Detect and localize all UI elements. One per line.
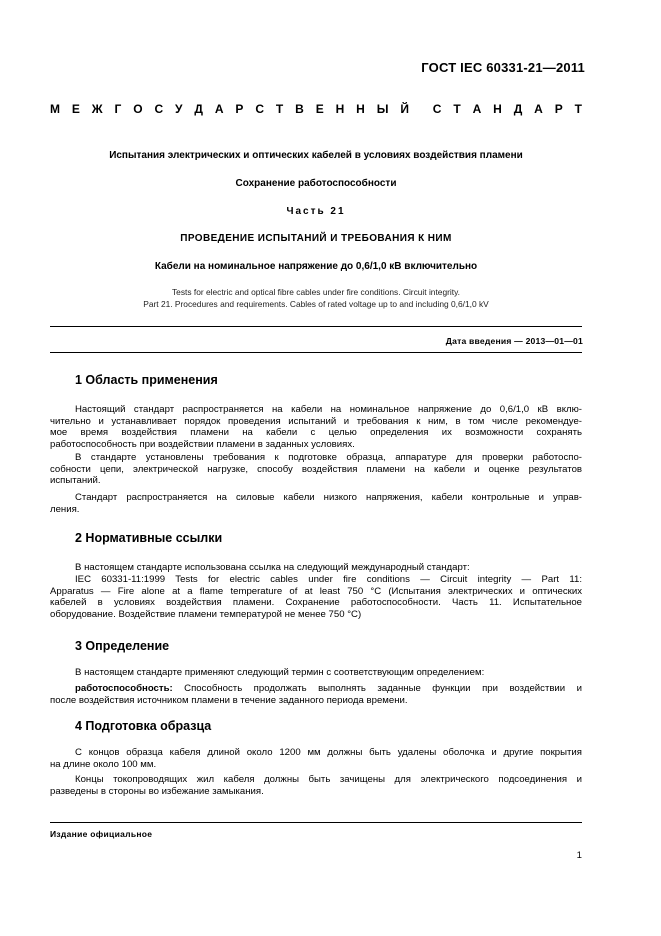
- title-subtitle: Сохранение работоспособности: [235, 178, 397, 189]
- banner-letter: А: [472, 102, 482, 116]
- section-1-paragraph-2: [50, 452, 582, 487]
- banner-letter: М: [50, 102, 60, 116]
- title-divider: [50, 326, 582, 327]
- banner-letter: Г: [114, 102, 122, 116]
- text-line: оборудование. Воздействие пламени температурой не менее 750 °C): [50, 608, 362, 620]
- text-line: Концы токопроводящих жил кабеля должны быть зачищены для электрического подсоединения и: [75, 774, 582, 785]
- banner-letter: Р: [554, 102, 563, 116]
- section-4-paragraph-2: [50, 774, 582, 797]
- banner-letter: Р: [235, 102, 244, 116]
- banner-letter: А: [214, 102, 224, 116]
- section-3-definition: [50, 683, 582, 706]
- text-line: собности цепи, электрической нагрузке, способу воздействия пламени на кабели и оценке результатов: [50, 463, 582, 475]
- banner-letter: С: [255, 102, 264, 116]
- banner-letter: Н: [335, 102, 345, 116]
- text-line: на длине около 100 мм.: [50, 758, 157, 770]
- banner-letter: С: [154, 102, 164, 116]
- banner-letter: Т: [275, 102, 284, 116]
- page-number: 1: [576, 850, 582, 861]
- banner-letter: В: [295, 102, 304, 116]
- text-line: разведены в стороны во избежание замыкания.: [50, 785, 264, 797]
- banner-letter: Н: [493, 102, 502, 116]
- title-part: Часть 21: [286, 206, 346, 217]
- text-line: Стандарт распространяется на силовые кабели низкого напряжения, кабели контрольные и управ-: [75, 492, 582, 503]
- text-line: кабелей в условиях воздействия пламени. Сохранение работоспособности. Часть 11. Испытательное: [50, 597, 582, 608]
- section-1-paragraph-3: [50, 492, 582, 515]
- text-line: IEC 60331-11:1999 Tests for electric cables under fire conditions — Circuit integrity — Part 11:: [75, 574, 582, 585]
- text-line: В стандарте установлены требования к подготовке образца, аппаратуре для проверки работоспо-: [75, 452, 582, 463]
- banner-letter: А: [534, 102, 543, 116]
- banner-letter: Т: [574, 102, 582, 116]
- section-4-heading: 4 Подготовка образца: [75, 719, 212, 733]
- footer-divider: [50, 822, 582, 823]
- text-line: С концов образца кабеля длиной около 1200 мм должны быть удалены оболочка и другие покрытия: [75, 747, 582, 758]
- definition-text: Способность продолжать выполнять заданные функции при воздействии и: [172, 683, 582, 694]
- section-2-paragraph-1: В настоящем стандарте использована ссылка на следующий международный стандарт:: [75, 562, 470, 573]
- banner-letter: С: [432, 102, 442, 116]
- banner-letter: У: [175, 102, 183, 116]
- date-divider: [50, 352, 582, 353]
- banner-letter: Ы: [376, 102, 389, 116]
- section-1-heading: 1 Область применения: [75, 373, 218, 387]
- section-3-heading: 3 Определение: [75, 639, 170, 653]
- banner-letter: О: [133, 102, 143, 116]
- text-line: [50, 683, 582, 695]
- section-1-paragraph-1: [50, 404, 582, 450]
- section-2-heading: 2 Нормативные ссылки: [75, 531, 223, 545]
- text-line: ления.: [50, 503, 80, 515]
- introduction-date: Дата введения — 2013—01—01: [445, 336, 583, 346]
- banner-letter: Е: [315, 102, 324, 116]
- title-main: Испытания электрических и оптических кабелей в условиях воздействия пламени: [109, 150, 523, 161]
- banner-letter: Н: [356, 102, 365, 116]
- defined-term: работоспособность:: [75, 683, 173, 694]
- title-procedure: ПРОВЕДЕНИЕ ИСПЫТАНИЙ И ТРЕБОВАНИЯ К НИМ: [180, 233, 452, 244]
- document-code: ГОСТ IEC 60331-21—2011: [421, 60, 585, 75]
- text-line: чительно и устанавливает порядок проведения испытаний и требования к ним, в том числе рекомендуе-: [50, 415, 582, 427]
- section-2-reference: [50, 574, 582, 620]
- text-line: мое время воздействия пламени на кабели с целью определения их возможности сохранять: [50, 427, 582, 438]
- banner-letter: Д: [513, 102, 523, 116]
- title-cables: Кабели на номинальное напряжение до 0,6/1,0 кВ включительно: [154, 261, 478, 272]
- text-line: после воздействия источником пламени в течение заданного периода времени.: [50, 694, 408, 706]
- text-line: работоспособность при воздействии пламени в заданных условиях.: [50, 438, 355, 450]
- banner-letter: Т: [453, 102, 461, 116]
- title-english-line-1: Tests for electric and optical fibre cables under fire conditions. Circuit integrity.: [172, 287, 460, 297]
- edition-note: Издание официальное: [50, 829, 153, 839]
- banner-letter: Й: [400, 102, 409, 116]
- section-3-paragraph-1: В настоящем стандарте применяют следующий термин с соответствующим определением:: [75, 667, 485, 678]
- text-line: испытаний.: [50, 475, 101, 486]
- text-line: Apparatus — Fire alone at a flame temperature of at least 750 °C (Испытания электрических и оптических: [50, 585, 582, 597]
- banner-letter: Д: [194, 102, 203, 116]
- text-line: Настоящий стандарт распространяется на кабели на номинальное напряжение до 0,6/1,0 кВ вклю-: [75, 404, 582, 415]
- title-english-line-2: Part 21. Procedures and requirements. Cables of rated voltage up to and including 0,6/1,0 kV: [143, 299, 489, 309]
- banner-letter: Е: [71, 102, 80, 116]
- interstate-standard-banner: [50, 102, 582, 116]
- section-4-paragraph-1: [50, 747, 582, 770]
- banner-letter: Ж: [91, 102, 103, 116]
